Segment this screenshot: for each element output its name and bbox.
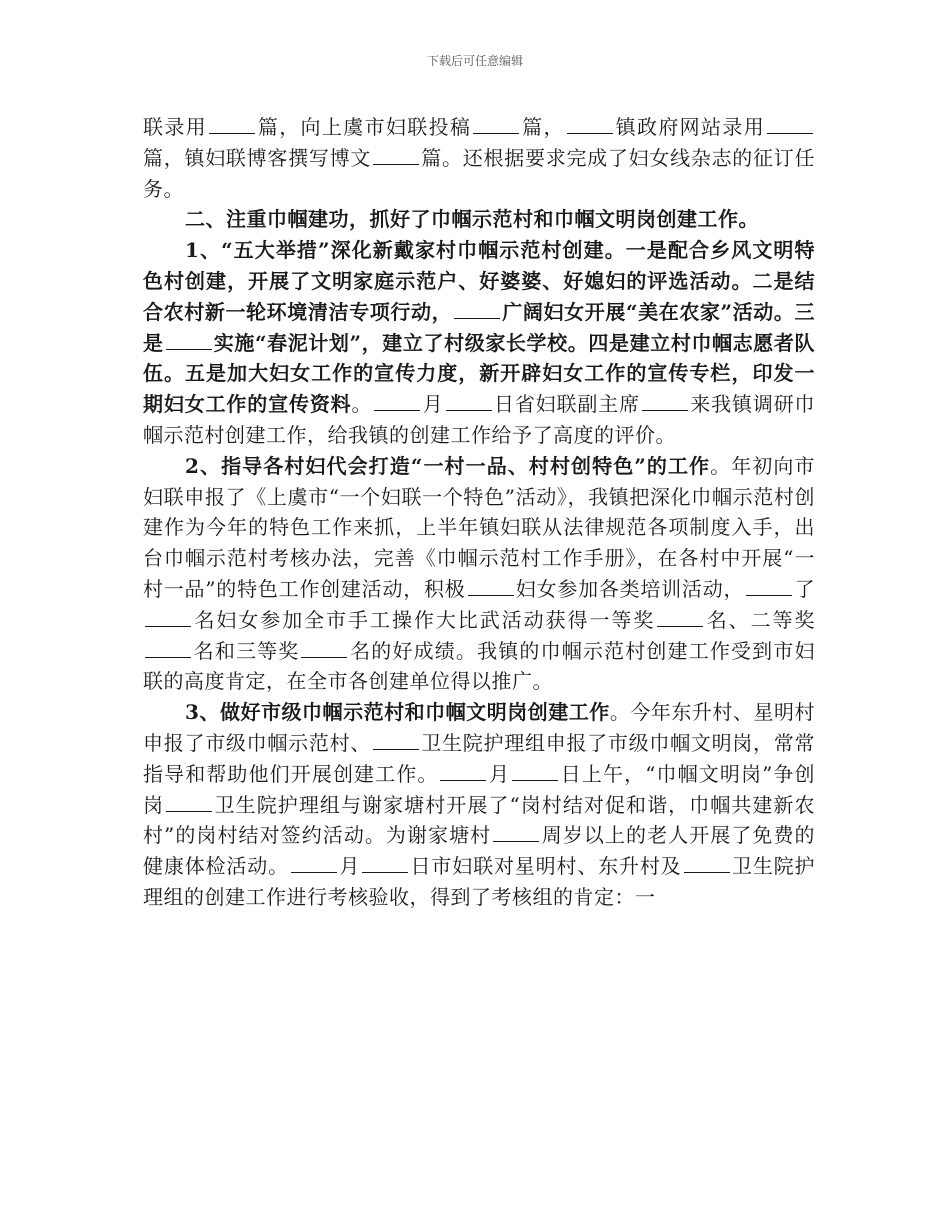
blank-line: [301, 639, 347, 658]
text-run: 名妇女参加全市手工操作大比武活动获得一等奖: [193, 607, 656, 632]
blank-line: [374, 392, 420, 411]
blank-line: [567, 115, 613, 134]
text-run: 名和三等奖: [193, 638, 300, 663]
text-run: 。年初向市妇联申报了《上虞市“一个妇联一个特色”活动》，我镇把深化巾帼示范村创建作为今年的特色工作来抓，上半年镇妇联从法律规范各项制度入手，出台巾帼示范村考核办法，完善《巾帼示范村工作手册》，在各村中开展“一村一品”的特色工作创建活动，积极: [143, 453, 815, 601]
text-run: 镇政府网站录用: [614, 115, 766, 139]
blank-line: [373, 731, 419, 750]
blank-line: [166, 793, 212, 812]
text-run: 名、二等奖: [705, 607, 816, 632]
blank-line: [209, 115, 255, 134]
text-run: 卫生院护理组的创建工作进行考核验收，得到了考核组的肯定：一: [143, 854, 816, 909]
text-run-bold: 实施“春泥计划”，建立了村级家长学校。四是建立村巾帼志愿者队伍。五是加大妇女工作的宣传力度，新开辟妇女工作的宣传专栏，印发一期妇女工作的宣传资料: [143, 330, 816, 417]
text-run-bold: 2、指导各村妇代会打造“一村一品、村村创特色”的工作: [185, 453, 711, 478]
text-run: 篇。还根据要求完成了妇女线杂志的征订任务。: [143, 145, 816, 201]
text-run: 联录用: [143, 115, 208, 139]
blank-line: [291, 854, 337, 873]
text-run: 名的好成绩。我镇的巾帼示范村创建工作受到市妇联的高度肯定，在全市各创建单位得以推广。: [143, 638, 816, 694]
text-run: 篇，镇妇联博客撰写博文: [143, 145, 372, 170]
blank-line: [468, 577, 514, 596]
blank-line: [657, 608, 703, 627]
document-body: [143, 112, 815, 913]
text-run: 妇女参加各类培训活动，: [515, 576, 745, 601]
text-run: 篇，: [521, 115, 565, 139]
text-run: 日省妇联副主席: [493, 392, 640, 417]
text-run: 日市妇联对星明村、东升村及: [410, 854, 682, 879]
text-run: 周岁以上的老人开展了免费的健康体检活动。: [143, 823, 815, 879]
text-run: 月: [488, 761, 511, 786]
blank-line: [440, 762, 486, 781]
blank-line: [684, 854, 730, 873]
text-run-bold: 3、做好市级巾帼示范村和巾帼文明岗创建工作: [185, 700, 610, 725]
blank-line: [362, 854, 408, 873]
blank-line: [446, 392, 492, 411]
page-header: 下载后可任意编辑: [426, 54, 523, 68]
paragraph-publication-stats: [143, 112, 815, 204]
blank-line: [145, 608, 191, 627]
blank-line: [767, 115, 813, 134]
blank-line: [454, 300, 500, 319]
blank-line: [746, 577, 792, 596]
text-run: 来我镇调研巾帼示范村创建工作，给我镇的创建工作给予了高度的评价。: [143, 392, 816, 447]
paragraph-village-features: [143, 451, 815, 697]
paragraph-civilized-posts: [143, 697, 815, 913]
text-run: 。: [351, 392, 373, 417]
text-run: 卫生院护理组与谢家塘村开展了“岗村结对促和谐，巾帼共建新农村”的岗村结对签约活动。为谢家塘村: [143, 792, 815, 848]
text-run: 了: [794, 576, 816, 601]
text-run: 日上午，“巾帼文明岗”争创岗: [143, 761, 816, 817]
blank-line: [166, 331, 212, 350]
paragraph-five-measures: [143, 235, 815, 451]
text-run: 月: [338, 854, 361, 879]
blank-line: [373, 146, 419, 165]
text-run: 卫生院护理组申报了市级巾帼文明岗，常常指导和帮助他们开展创建工作。: [143, 730, 816, 786]
text-run: 月: [422, 392, 444, 417]
blank-line: [493, 823, 539, 842]
text-run: 篇，向上虞市妇联投稿: [257, 115, 472, 139]
blank-line: [473, 115, 519, 134]
text-run: 。今年东升村、星明村申报了市级巾帼示范村、: [143, 700, 816, 755]
text-run-bold: 广阔妇女开展“美在农家”活动。三是: [143, 299, 815, 355]
blank-line: [642, 392, 688, 411]
text-run-bold: 1、“五大举措”深化新戴家村巾帼示范村创建。一是配合乡风文明特色村创建，开展了文明家庭示范户、好婆婆、好媳妇的评选活动。二是结合农村新一轮环境清洁专项行动，: [143, 238, 815, 324]
section-heading: 二、注重巾帼建功，抓好了巾帼示范村和巾帼文明岗创建工作。: [185, 207, 759, 232]
blank-line: [145, 639, 191, 658]
blank-line: [512, 762, 558, 781]
